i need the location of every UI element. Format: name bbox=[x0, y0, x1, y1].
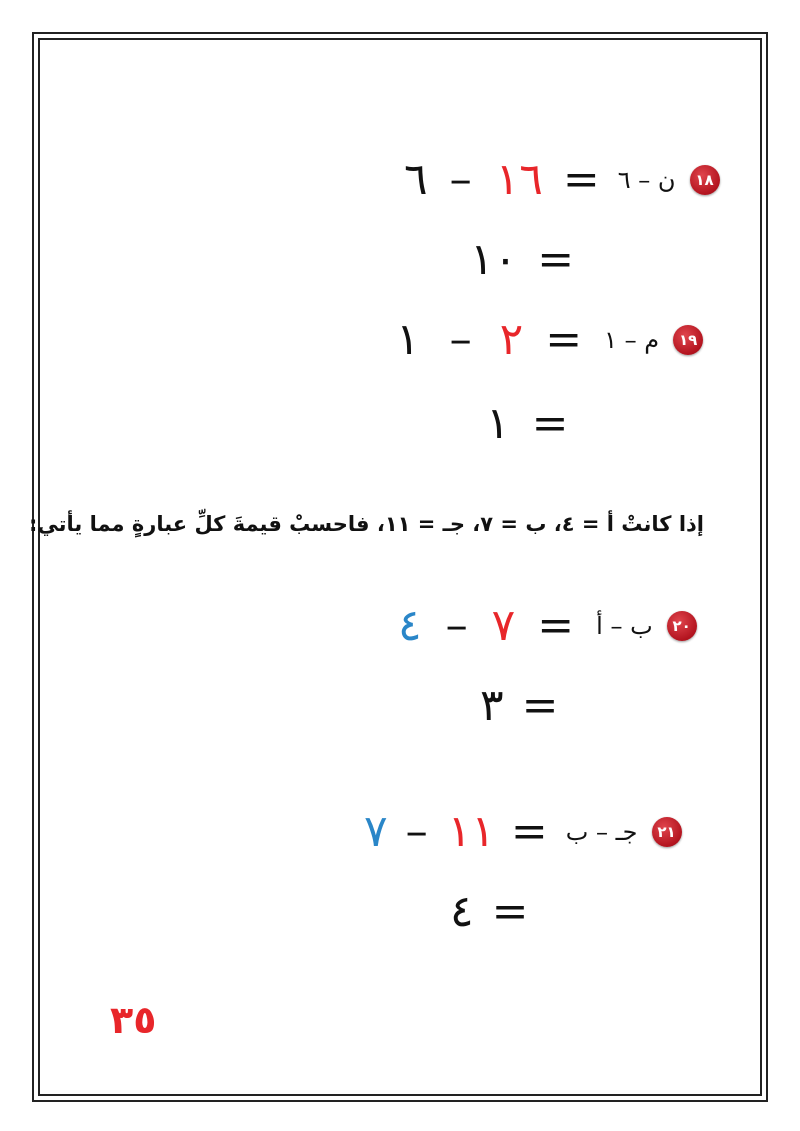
result-value: ٤ bbox=[450, 886, 474, 937]
page-number: ٣٥ bbox=[110, 998, 157, 1042]
problem-number-badge: ١٩ bbox=[673, 325, 703, 355]
problem-19-step1 bbox=[396, 314, 703, 365]
equals-sign: = bbox=[537, 600, 575, 651]
problem-19-result bbox=[486, 398, 569, 449]
instruction-text: إذا كانتْ أ = ٤، ب = ٧، جـ = ١١، فاحسبْ قيمةَ كلِّ عبارةٍ مما يأتي: bbox=[28, 512, 704, 536]
second-value: ٧ bbox=[364, 806, 388, 857]
second-value: ٤ bbox=[398, 600, 422, 651]
expression: م – ١ bbox=[604, 326, 660, 354]
problem-21-result bbox=[450, 886, 529, 937]
result-value: ١٠ bbox=[470, 234, 518, 285]
problem-number-badge: ٢٠ bbox=[667, 611, 697, 641]
problem-20-result bbox=[480, 680, 559, 731]
expression: ن – ٦ bbox=[617, 166, 676, 194]
minus-sign: – bbox=[449, 154, 472, 205]
step1-right-value: ٦ bbox=[404, 154, 428, 205]
equals-sign: = bbox=[510, 806, 548, 857]
substituted-value: ٢ bbox=[499, 314, 524, 365]
equals-sign: = bbox=[531, 398, 569, 449]
equals-sign: = bbox=[562, 154, 600, 205]
substituted-value: ١١ bbox=[447, 806, 495, 857]
substituted-value: ٧ bbox=[491, 600, 516, 651]
equals-sign: = bbox=[537, 234, 575, 285]
problem-20-step1 bbox=[398, 600, 697, 651]
step1-right-value: ١ bbox=[396, 314, 420, 365]
minus-sign: – bbox=[449, 314, 472, 365]
equals-sign: = bbox=[545, 314, 583, 365]
equals-sign: = bbox=[491, 886, 529, 937]
problem-18-result bbox=[470, 234, 575, 285]
problem-number-badge: ١٨ bbox=[690, 165, 720, 195]
minus-sign: – bbox=[405, 806, 428, 857]
expression: جـ – ب bbox=[565, 818, 638, 846]
minus-sign: – bbox=[445, 600, 468, 651]
equals-sign: = bbox=[521, 680, 559, 731]
problem-18-step1 bbox=[404, 154, 720, 205]
substituted-value: ١٦ bbox=[495, 154, 543, 205]
expression: ب – أ bbox=[596, 612, 653, 640]
result-value: ١ bbox=[486, 398, 510, 449]
problem-21-step1 bbox=[364, 806, 682, 857]
result-value: ٣ bbox=[480, 680, 504, 731]
problem-number-badge: ٢١ bbox=[652, 817, 682, 847]
